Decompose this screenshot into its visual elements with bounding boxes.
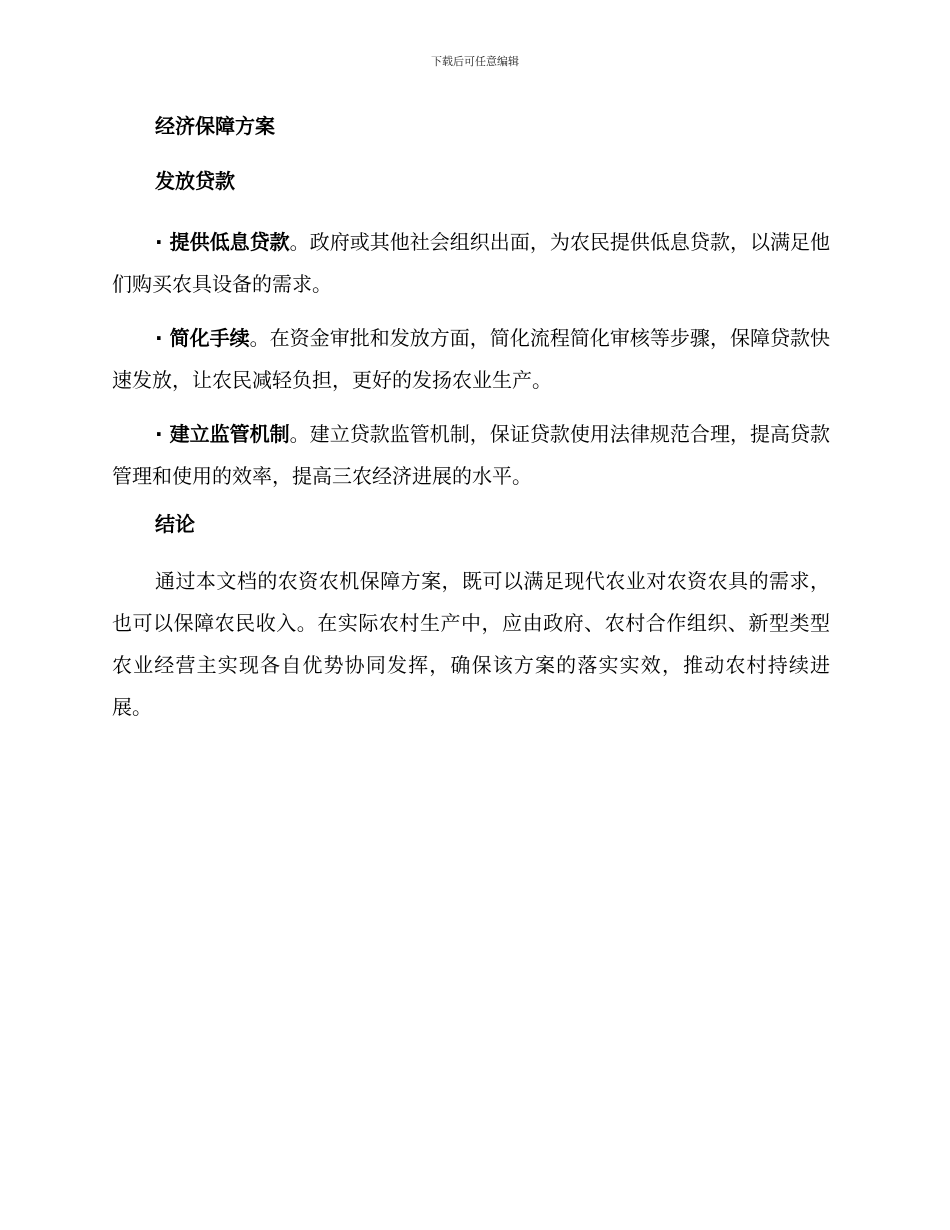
- item-lead: 提供低息贷款: [169, 230, 290, 254]
- conclusion-paragraph: 通过本文档的农资农机保障方案，既可以满足现代农业对农资农具的需求，也可以保障农民收入。在实际农村生产中，应由政府、农村合作组织、新型类型农业经营主实现各自优势协同发挥，确保该方案的落实实效，推动农村持续进展。: [112, 569, 830, 719]
- item-body: 。政府或其他社会组织出面，为农民提供低息贷款，以满足他们购买农具设备的需求。: [112, 230, 831, 296]
- item-lead: 建立监管机制: [169, 422, 290, 446]
- item-body: 。在资金审批和发放方面，简化流程简化审核等步骤，保障贷款快速发放，让农民减轻负担，更好的发扬农业生产。: [112, 326, 831, 392]
- item-lead: 简化手续: [169, 326, 250, 350]
- conclusion-heading: 结论: [155, 512, 195, 536]
- item-body: 。建立贷款监管机制，保证贷款使用法律规范合理，提高贷款管理和使用的效率，提高三农经济进展的水平。: [112, 422, 831, 488]
- document-body: [112, 111, 830, 740]
- list-item-low-interest-loan: [112, 221, 830, 305]
- loan-heading: 发放贷款: [155, 169, 235, 193]
- list-item-simplify-procedures: [112, 317, 830, 401]
- bullet-dot: ·: [155, 422, 170, 446]
- section-title: 经济保障方案: [155, 114, 275, 138]
- bullet-dot: ·: [155, 326, 170, 350]
- list-item-supervision-mechanism: [112, 413, 830, 497]
- bullet-dot: ·: [155, 230, 170, 254]
- page-header: 下载后可任意编辑: [431, 55, 519, 68]
